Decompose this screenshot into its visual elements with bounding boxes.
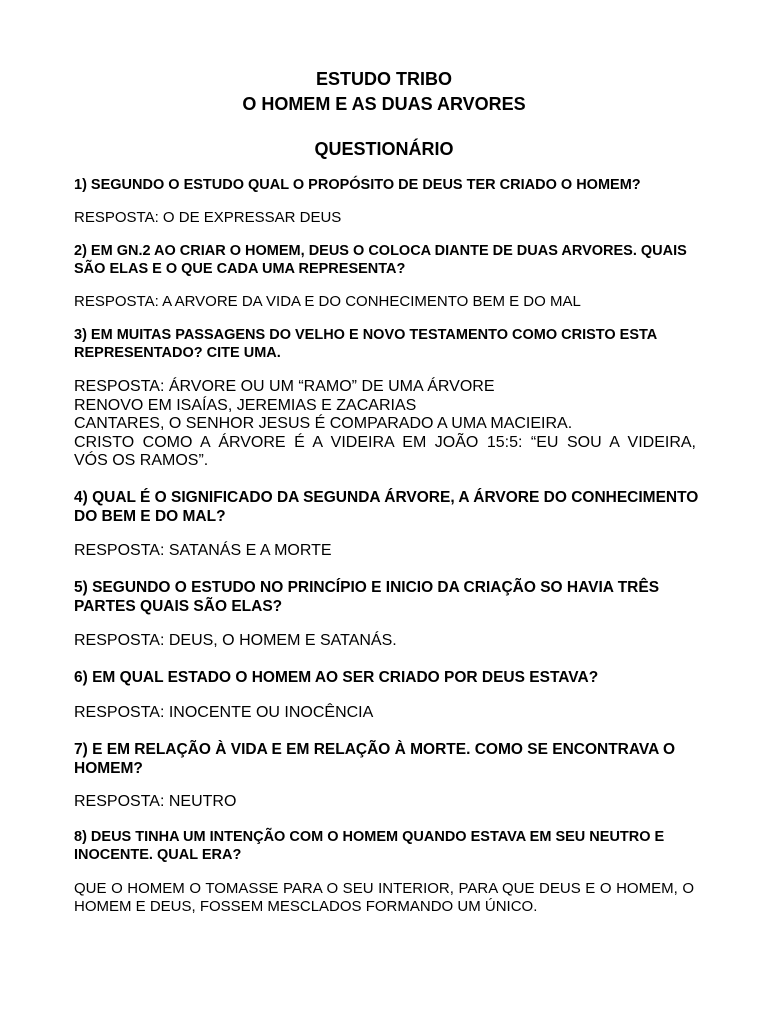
answer-6: RESPOSTA: INOCENTE OU INOCÊNCIA	[74, 704, 374, 721]
answer-5: RESPOSTA: DEUS, O HOMEM E SATANÁS.	[74, 632, 397, 649]
answer-1: RESPOSTA: O DE EXPRESSAR DEUS	[74, 209, 342, 226]
document-subtitle: O HOMEM E AS DUAS ARVORES	[242, 94, 526, 114]
section-heading: QUESTIONÁRIO	[314, 139, 454, 159]
answer-3-line: RENOVO EM ISAÍAS, JEREMIAS E ZACARIAS	[74, 396, 417, 414]
answer-3-line: VÓS OS RAMOS”.	[74, 452, 209, 469]
question-4: 4) QUAL É O SIGNIFICADO DA SEGUNDA ÁRVORE, A ÁRVORE DO CONHECIMENTO DO BEM E DO MAL?	[74, 489, 699, 525]
question-2: 2) EM GN.2 AO CRIAR O HOMEM, DEUS O COLOCA DIANTE DE DUAS ARVORES. QUAIS SÃO ELAS E O QUE CADA UMA REPRESENTA?	[74, 243, 687, 277]
document-title: ESTUDO TRIBO	[315, 69, 452, 89]
answer-3	[74, 378, 696, 471]
question-7: 7) E EM RELAÇÃO À VIDA E EM RELAÇÃO À MORTE. COMO SE ENCONTRAVA O HOMEM?	[74, 741, 676, 777]
answer-3-line: CANTARES, O SENHOR JESUS É COMPARADO A UMA MACIEIRA.	[74, 415, 573, 432]
question-1: 1) SEGUNDO O ESTUDO QUAL O PROPÓSITO DE DEUS TER CRIADO O HOMEM?	[74, 177, 641, 193]
answer-7: RESPOSTA: NEUTRO	[74, 793, 237, 810]
answer-4: RESPOSTA: SATANÁS E A MORTE	[74, 542, 332, 559]
answer-2: RESPOSTA: A ARVORE DA VIDA E DO CONHECIMENTO BEM E DO MAL	[74, 293, 581, 310]
question-6: 6) EM QUAL ESTADO O HOMEM AO SER CRIADO POR DEUS ESTAVA?	[74, 669, 599, 686]
question-3: 3) EM MUITAS PASSAGENS DO VELHO E NOVO TESTAMENTO COMO CRISTO ESTA REPRESENTADO? CITE UMA.	[74, 327, 657, 361]
answer-3-line: CRISTO COMO A ÁRVORE É A VIDEIRA EM JOÃO 15:5: “EU SOU A VIDEIRA,	[74, 433, 696, 451]
question-8: 8) DEUS TINHA UM INTENÇÃO COM O HOMEM QUANDO ESTAVA EM SEU NEUTRO E INOCENTE. QUAL ERA?	[74, 829, 665, 863]
answer-3-line: RESPOSTA: ÁRVORE OU UM “RAMO” DE UMA ÁRVORE	[74, 378, 495, 395]
question-5: 5) SEGUNDO O ESTUDO NO PRINCÍPIO E INICIO DA CRIAÇÃO SO HAVIA TRÊS PARTES QUAIS SÃO ELAS?	[74, 579, 660, 615]
answer-8: QUE O HOMEM O TOMASSE PARA O SEU INTERIOR, PARA QUE DEUS E O HOMEM, O HOMEM E DEUS, FOSSEM MESCLADOS FORMANDO UM ÚNICO.	[74, 880, 694, 915]
